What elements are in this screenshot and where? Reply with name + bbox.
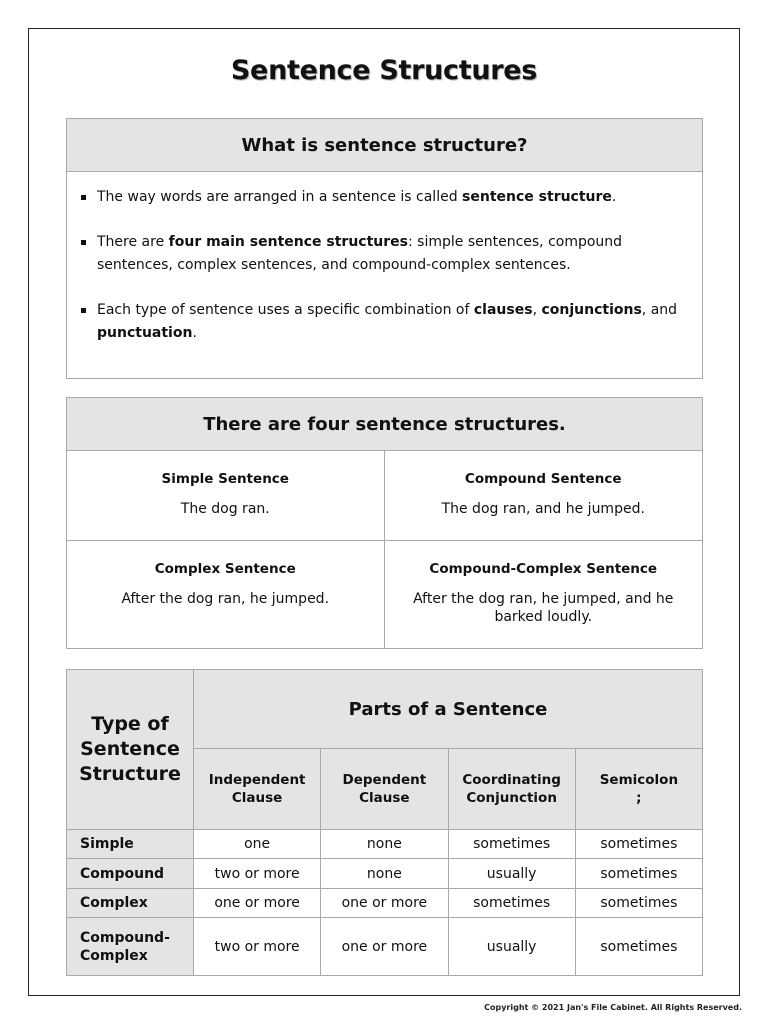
table-cell: sometimes <box>575 918 702 976</box>
types-heading: There are four sentence structures. <box>67 398 702 451</box>
parts-group-header: Parts of a Sentence <box>194 670 703 749</box>
intro-heading: What is sentence structure? <box>67 119 702 172</box>
table-cell: usually <box>448 859 575 889</box>
table-cell: none <box>321 829 448 859</box>
table-cell: usually <box>448 918 575 976</box>
column-header <box>448 749 575 830</box>
table-cell: one or more <box>321 888 448 918</box>
bullet-text: . <box>611 189 617 205</box>
column-header-line: Conjunction <box>466 790 557 807</box>
table-cell: sometimes <box>575 829 702 859</box>
column-header <box>575 749 702 830</box>
type-title: Simple Sentence <box>161 471 289 487</box>
type-example: The dog ran, and he jumped. <box>441 501 645 517</box>
type-example: After the dog ran, he jumped, and he barked loudly. <box>413 591 674 625</box>
table-corner-header <box>67 670 194 830</box>
row-label-line: Compound <box>80 865 165 882</box>
row-label-line: Simple <box>80 836 134 853</box>
intro-bullet <box>81 299 678 345</box>
bullet-text: Each type of sentence uses a specific combination of <box>97 302 474 318</box>
row-label <box>67 918 194 976</box>
type-title: Compound Sentence <box>464 471 622 487</box>
intro-bullet <box>81 186 678 209</box>
copyright-notice: Copyright © 2021 Jan's File Cabinet. All Rights Reserved. <box>484 1003 742 1012</box>
column-header-line: Dependent <box>342 772 427 789</box>
column-header-line: Clause <box>231 790 283 807</box>
table-cell: two or more <box>194 918 321 976</box>
bullet-square-icon <box>81 308 86 313</box>
table-row <box>67 888 703 918</box>
page-title: Sentence Structures <box>230 55 538 86</box>
bullet-text: , and <box>641 302 678 318</box>
type-title: Compound-Complex Sentence <box>429 561 658 577</box>
bold-term: four main sentence structures <box>168 234 408 250</box>
type-cell-compound <box>385 451 703 541</box>
column-header-line: ; <box>636 790 642 807</box>
type-example: After the dog ran, he jumped. <box>121 591 330 607</box>
column-header-line: Semicolon <box>599 772 679 789</box>
type-example: The dog ran. <box>180 501 270 517</box>
bold-term: conjunctions <box>541 302 642 318</box>
column-header-line: Coordinating <box>462 772 561 789</box>
row-label-line: Complex <box>80 895 148 912</box>
bullet-text: . <box>192 325 197 341</box>
row-label <box>67 829 194 859</box>
bullet-square-icon <box>81 240 86 245</box>
types-box <box>66 397 703 649</box>
table-cell: two or more <box>194 859 321 889</box>
table-cell: sometimes <box>575 859 702 889</box>
bold-term: clauses <box>473 302 533 318</box>
types-grid <box>67 451 702 648</box>
corner-line: Structure <box>79 762 181 785</box>
intro-bullet <box>81 231 678 277</box>
table-row <box>67 859 703 889</box>
table-cell: one or more <box>321 918 448 976</box>
column-header <box>194 749 321 830</box>
bullet-text: The way words are arranged in a sentence is called <box>97 189 463 205</box>
corner-line: Type of <box>91 712 169 735</box>
bullet-text: , <box>532 302 542 318</box>
bullet-text: : simple sentences, compound sentences, complex sentences, and compound-complex sentences. <box>97 234 623 273</box>
row-label <box>67 859 194 889</box>
bold-term: punctuation <box>97 325 193 341</box>
table-cell: sometimes <box>575 888 702 918</box>
column-header-line: Clause <box>359 790 410 807</box>
type-cell-compound-complex <box>385 541 703 648</box>
table-cell: one or more <box>194 888 321 918</box>
column-header <box>321 749 448 830</box>
row-label-line: Compound- <box>80 929 170 946</box>
intro-box <box>66 118 703 379</box>
table-cell: one <box>194 829 321 859</box>
row-label-line: Complex <box>80 947 148 964</box>
table-cell: sometimes <box>448 888 575 918</box>
table-row <box>67 829 703 859</box>
table-row <box>67 918 703 976</box>
parts-of-sentence-table <box>66 669 703 976</box>
table-cell: sometimes <box>448 829 575 859</box>
bullet-square-icon <box>81 195 86 200</box>
type-cell-complex <box>67 541 385 648</box>
column-header-line: Independent <box>208 772 306 789</box>
table-cell: none <box>321 859 448 889</box>
bullet-text: There are <box>97 234 169 250</box>
row-label <box>67 888 194 918</box>
bold-term: sentence structure <box>462 189 612 205</box>
type-cell-simple <box>67 451 385 541</box>
intro-bullet-list <box>67 172 702 345</box>
corner-line: Sentence <box>80 737 180 760</box>
type-title: Complex Sentence <box>154 561 296 577</box>
